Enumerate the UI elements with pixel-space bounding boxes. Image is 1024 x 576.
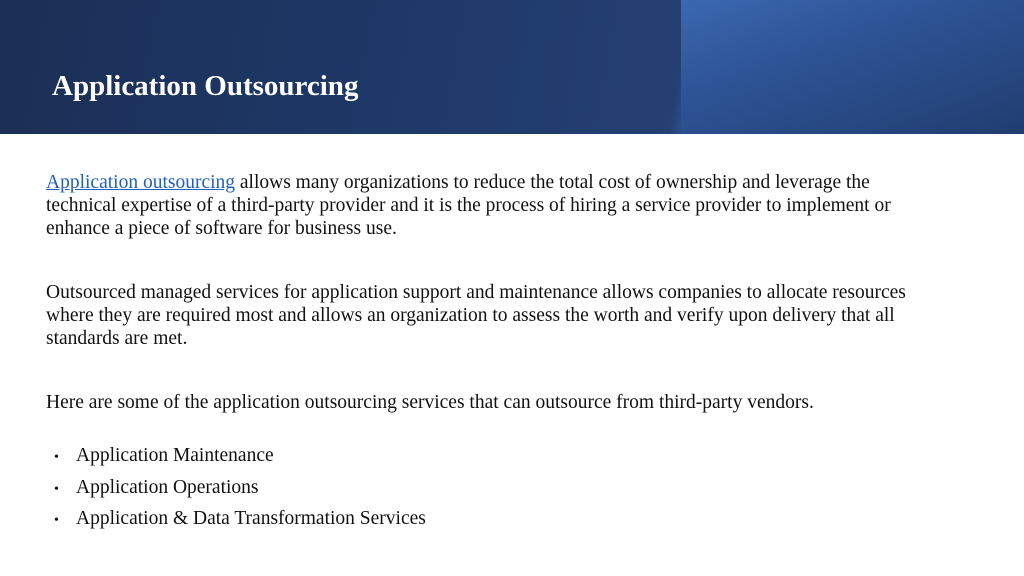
services-list [46,444,426,539]
list-item-label: Application Maintenance [76,445,274,466]
paragraph-managed-services: Outsourced managed services for application support and maintenance allows companies to allocate resources where they are required most and allows an organization to assess the worth and verify upon delivery that all standards are met. [46,282,906,349]
list-item-label: Application Operations [76,476,259,498]
bullet-icon: • [54,481,59,497]
slide-header [0,0,1024,134]
paragraph-intro [46,171,926,240]
paragraph-intro-text: allows many organizations to reduce the total cost of ownership and leverage the technical expertise of a third-party provider and it is the process of hiring a service provider to implement or enhance a piece of software for business use. [46,172,891,239]
bullet-icon: • [54,450,59,465]
list-item [46,444,426,476]
list-item [46,476,426,508]
application-outsourcing-link[interactable]: Application outsourcing [46,172,236,193]
bullet-icon: • [54,513,59,528]
header-accent-panel [681,0,1024,134]
paragraph-services-intro: Here are some of the application outsourcing services that can outsource from third-party vendors. [46,392,814,413]
list-item [46,507,426,539]
slide-title: Application Outsourcing [52,70,359,102]
list-item-label: Application & Data Transformation Services [76,508,426,529]
